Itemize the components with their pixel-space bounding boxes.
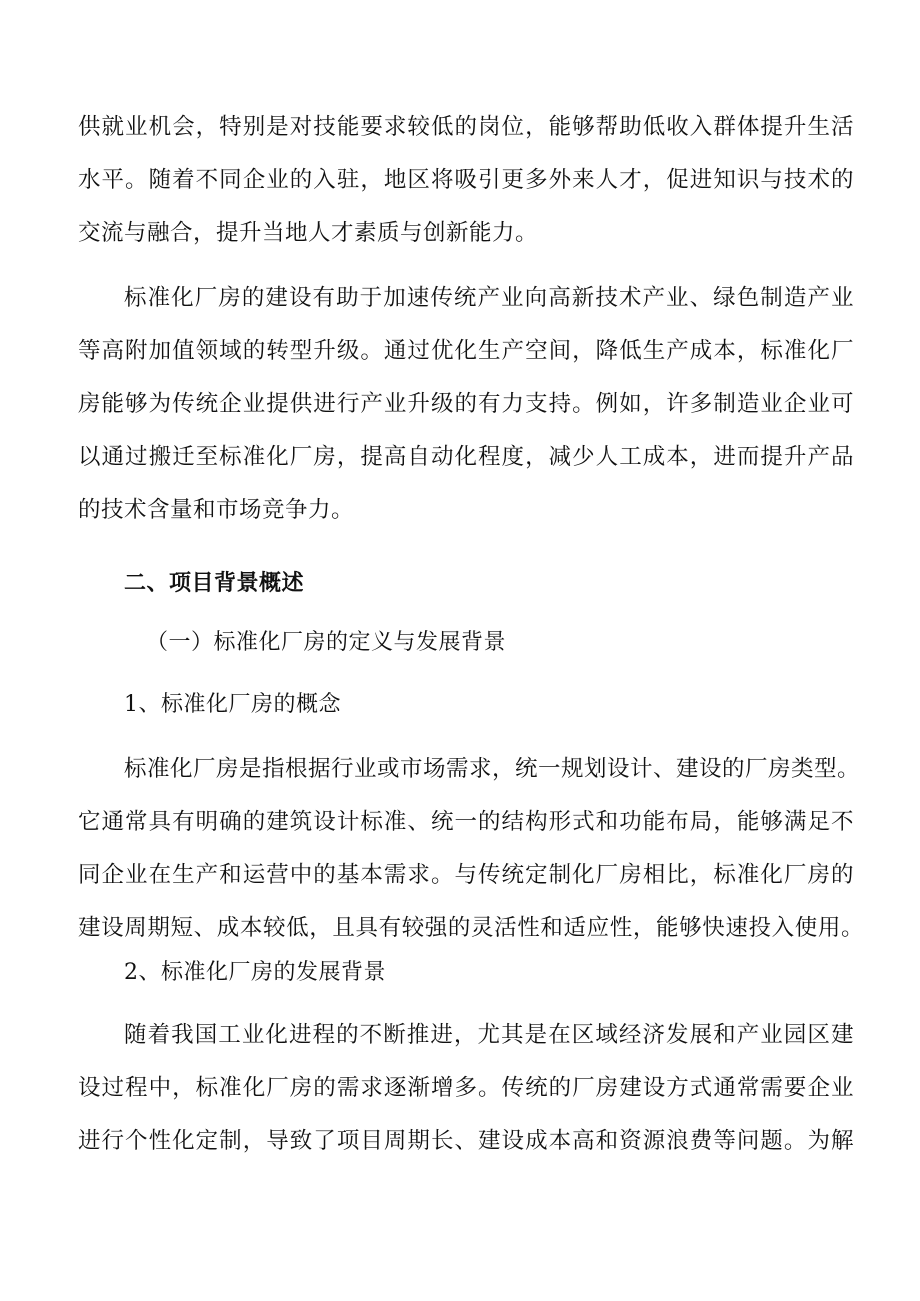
paragraph-2-line-2: 等高附加值领域的转型升级。通过优化生产空间，降低生产成本，标准化厂 [78, 338, 854, 364]
paragraph-2-line-1: 标准化厂房的建设有助于加速传统产业向高新技术产业、绿色制造产业 [124, 285, 854, 311]
paragraph-3-line-3: 同企业在生产和运营中的基本需求。与传统定制化厂房相比，标准化厂房的 [78, 862, 854, 888]
paragraph-2-line-4: 以通过搬迁至标准化厂房，提高自动化程度，减少人工成本，进而提升产品 [78, 444, 854, 470]
paragraph-3-line-2: 它通常具有明确的建筑设计标准、统一的结构形式和功能布局，能够满足不 [78, 809, 854, 835]
paragraph-4-line-3: 进行个性化定制，导致了项目周期长、建设成本高和资源浪费等问题。为解 [78, 1128, 854, 1154]
paragraph-1-line-2: 水平。随着不同企业的入驻，地区将吸引更多外来人才，促进知识与技术的 [78, 167, 854, 193]
paragraph-2-line-3: 房能够为传统企业提供进行产业升级的有力支持。例如，许多制造业企业可 [78, 391, 854, 417]
paragraph-1-line-3: 交流与融合，提升当地人才素质与创新能力。 [78, 220, 539, 246]
paragraph-3-line-1: 标准化厂房是指根据行业或市场需求，统一规划设计、建设的厂房类型。 [124, 756, 861, 782]
item-heading-1: 1、标准化厂房的概念 [124, 692, 341, 717]
paragraph-1-line-1: 供就业机会，特别是对技能要求较低的岗位，能够帮助低收入群体提升生活 [78, 114, 854, 140]
item-heading-2: 2、标准化厂房的发展背景 [124, 960, 386, 985]
paragraph-4-line-2: 设过程中，标准化厂房的需求逐渐增多。传统的厂房建设方式通常需要企业 [78, 1075, 854, 1101]
section-heading: 二、项目背景概述 [124, 570, 305, 596]
paragraph-4-line-1: 随着我国工业化进程的不断推进，尤其是在区域经济发展和产业园区建 [124, 1022, 854, 1048]
paragraph-3-line-4: 建设周期短、成本较低，且具有较强的灵活性和适应性，能够快速投入使用。 [78, 915, 864, 941]
subsection-heading: （一）标准化厂房的定义与发展背景 [146, 630, 507, 655]
paragraph-2-line-5: 的技术含量和市场竞争力。 [78, 497, 355, 523]
